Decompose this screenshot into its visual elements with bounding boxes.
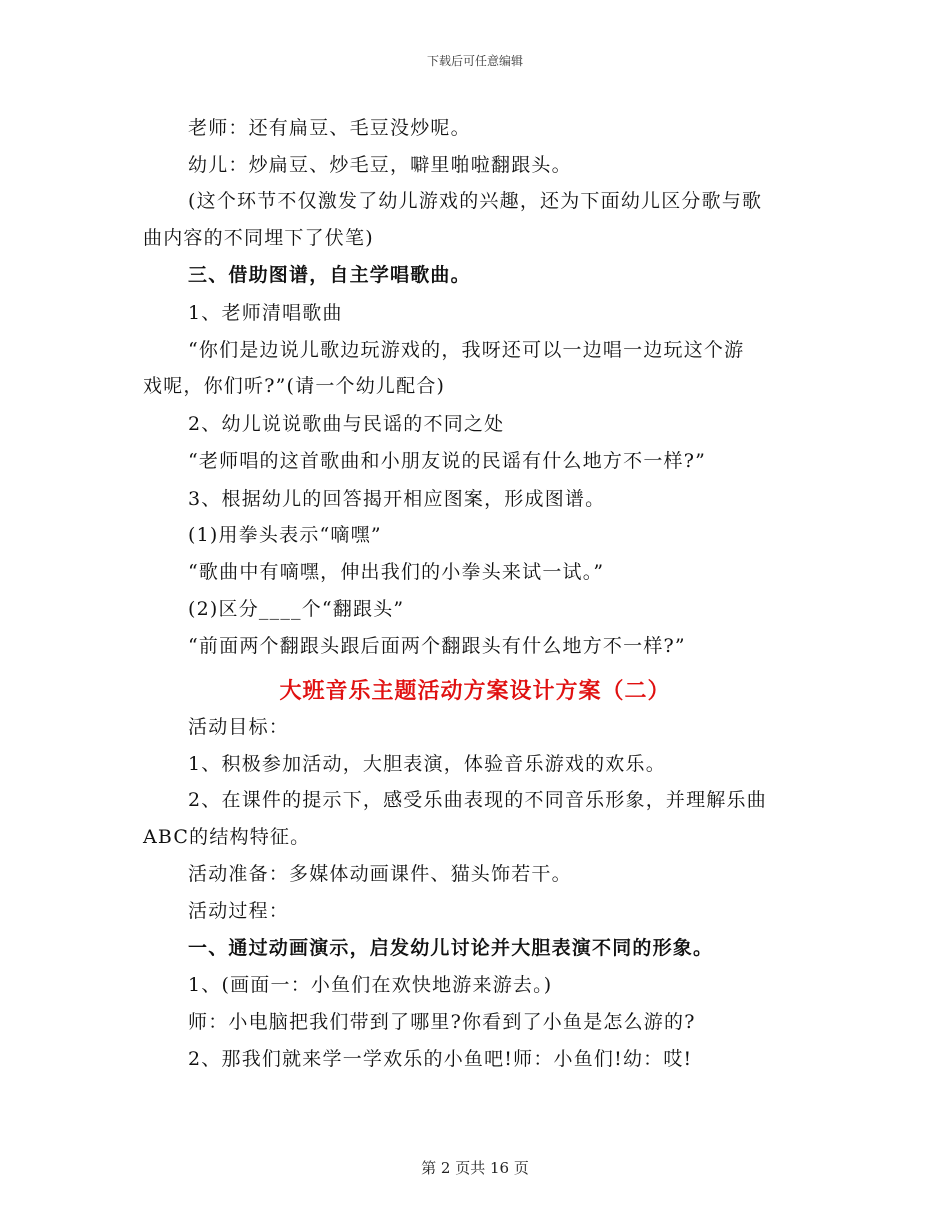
- text-line: 2、在课件的提示下，感受乐曲表现的不同音乐形象，并理解乐曲: [188, 789, 767, 811]
- text-line: 1、老师清唱歌曲: [188, 302, 343, 324]
- text-line: 师：小电脑把我们带到了哪里?你看到了小鱼是怎么游的?: [188, 1011, 696, 1033]
- text-line: 2、那我们就来学一学欢乐的小鱼吧!师：小鱼们!幼：哎!: [188, 1048, 693, 1070]
- text-line: (这个环节不仅激发了幼儿游戏的兴趣，还为下面幼儿区分歌与歌: [188, 190, 763, 212]
- text-line: 活动准备：多媒体动画课件、猫头饰若干。: [188, 863, 572, 885]
- text-line: “你们是边说儿歌边玩游戏的，我呀还可以一边唱一边玩这个游: [188, 339, 745, 361]
- text-line: 1、(画面一：小鱼们在欢快地游来游去。): [188, 974, 553, 996]
- text-line: “歌曲中有嘀嘿，伸出我们的小拳头来试一试。”: [188, 561, 605, 583]
- section-title: 大班音乐主题活动方案设计方案（二）: [279, 678, 671, 704]
- text-line: 1、积极参加活动，大胆表演，体验音乐游戏的欢乐。: [188, 753, 666, 775]
- page-header: 下载后可任意编辑: [426, 54, 523, 68]
- text-line: 幼儿：炒扁豆、炒毛豆，噼里啪啦翻跟头。: [188, 154, 572, 176]
- text-line: 曲内容的不同埋下了伏笔): [143, 227, 374, 249]
- text-line: 活动目标：: [188, 716, 290, 738]
- text-line: “老师唱的这首歌曲和小朋友说的民谣有什么地方不一样?”: [188, 450, 707, 472]
- text-line: (1)用拳头表示“嘀嘿”: [188, 524, 382, 546]
- section-heading: 一、通过动画演示，启发幼儿讨论并大胆表演不同的形象。: [188, 937, 714, 959]
- text-line: 老师：还有扁豆、毛豆没炒呢。: [188, 117, 471, 139]
- text-line: “前面两个翻跟头跟后面两个翻跟头有什么地方不一样?”: [188, 635, 686, 657]
- text-line: 活动过程：: [188, 900, 290, 922]
- text-line: 戏呢，你们听?”(请一个幼儿配合): [143, 375, 446, 397]
- text-line: 3、根据幼儿的回答揭开相应图案，形成图谱。: [188, 488, 606, 510]
- section-heading: 三、借助图谱，自主学唱歌曲。: [188, 264, 471, 286]
- text-line: ABC的结构特征。: [143, 826, 311, 848]
- text-line: (2)区分____个“翻跟头”: [188, 598, 405, 620]
- page-footer: 第 2 页共 16 页: [421, 1159, 529, 1177]
- text-line: 2、幼儿说说歌曲与民谣的不同之处: [188, 413, 505, 435]
